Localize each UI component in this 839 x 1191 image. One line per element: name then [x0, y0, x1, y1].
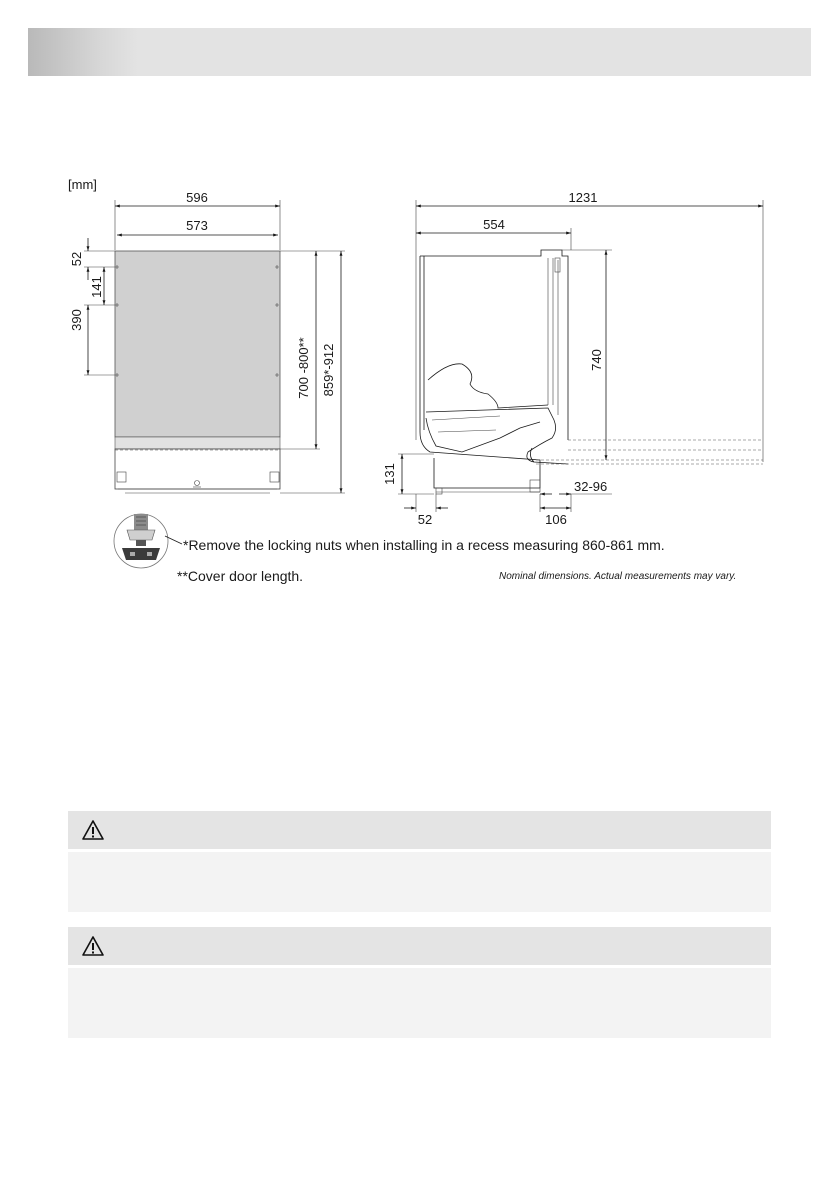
cover-door-note: **Cover door length.	[177, 568, 304, 584]
dim-131: 131	[382, 463, 397, 485]
front-panel-bottom	[115, 437, 280, 449]
warning-2-header	[68, 927, 771, 965]
unit-label: [mm]	[68, 177, 97, 192]
front-plinth	[115, 449, 280, 489]
dim-390: 390	[69, 309, 84, 331]
warning-triangle-icon	[81, 935, 105, 962]
warning-triangle-icon	[81, 819, 105, 846]
dim-52-front: 52	[69, 251, 84, 267]
warning-2-body	[68, 968, 771, 1038]
front-panel	[115, 251, 280, 437]
dim-1231: 1231	[568, 190, 598, 205]
dim-554: 554	[483, 217, 505, 232]
dim-740: 740	[589, 349, 604, 371]
nominal-dimensions-note: Nominal dimensions. Actual measurements may vary.	[499, 571, 737, 582]
dim-32-96: 32-96	[574, 479, 608, 494]
dim-573: 573	[186, 218, 208, 233]
dim-52-side: 52	[417, 512, 433, 527]
locking-nuts-note: *Remove the locking nuts when installing in a recess measuring 860-861 mm.	[183, 537, 665, 553]
dim-height-range: 859*-912	[321, 343, 336, 397]
dim-106: 106	[545, 512, 567, 527]
dim-596: 596	[186, 190, 208, 205]
dim-141: 141	[89, 276, 104, 298]
dim-door-length: 700 -800**	[296, 337, 311, 399]
locking-nut-illustration	[114, 514, 182, 568]
warning-1-header	[68, 811, 771, 849]
side-view	[382, 190, 763, 527]
warning-1-body	[68, 852, 771, 912]
front-view	[69, 190, 345, 493]
